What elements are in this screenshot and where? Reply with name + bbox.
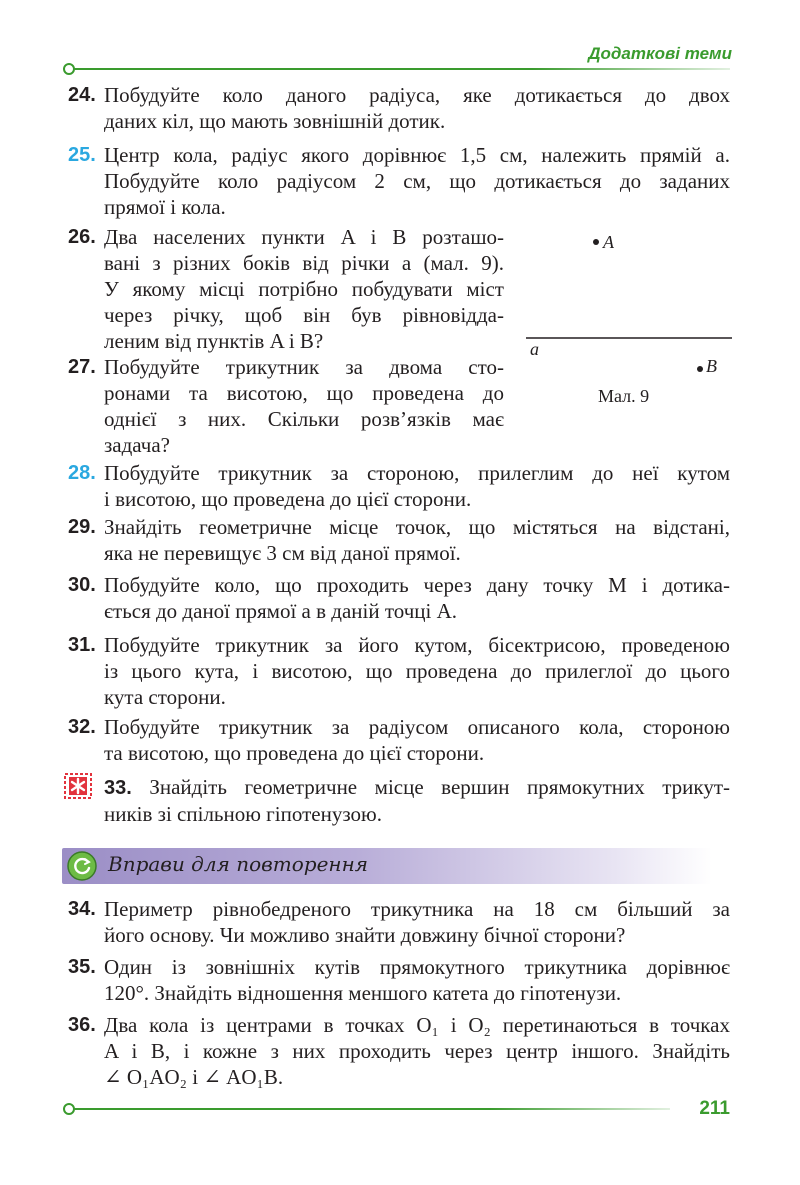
top-rule-dot — [63, 63, 75, 75]
figure-caption: Мал. 9 — [598, 386, 650, 406]
problem-line: A і B, і кожне з них проходить через центр іншого. Знайдіть — [104, 1039, 730, 1063]
problem-line: задача? — [104, 433, 170, 457]
problem-31 — [68, 632, 730, 710]
problem-line: вані з різних боків від річки a (мал. 9). — [104, 251, 504, 275]
problem-line: яка не перевищує 3 см від даної прямої. — [104, 541, 461, 565]
asterisk-box-icon — [64, 773, 92, 799]
problem-35 — [68, 954, 730, 1006]
problem-number: 29. — [68, 516, 96, 538]
problem-line: леним від пунктів A і B? — [104, 329, 324, 353]
problem-line: Два кола із центрами в точках O₁ і O₂ перетинаються в точках — [104, 1013, 730, 1037]
problem-32 — [68, 714, 730, 766]
problem-line: і висотою, що проведена до цієї сторони. — [104, 487, 472, 511]
problem-line — [104, 774, 730, 801]
problem-number: 35. — [68, 956, 96, 978]
problem-line: його основу. Чи можливо знайти довжину бічної сторони? — [104, 923, 626, 947]
problem-line: Периметр рівнобедреного трикутника на 18 см більший за — [104, 897, 730, 921]
problem-number: 32. — [68, 716, 96, 738]
problem-number: 36. — [68, 1014, 96, 1036]
page-number: 211 — [699, 1098, 730, 1119]
problem-34 — [68, 896, 730, 948]
problem-line: Побудуйте трикутник за радіусом описаного кола, стороною — [104, 715, 730, 739]
problem-line: однієї з них. Скільки розв’язків має — [104, 407, 504, 431]
problem-30 — [68, 572, 730, 624]
problem-26 — [68, 224, 504, 354]
problem-33 — [104, 774, 730, 827]
figure-9 — [520, 220, 740, 420]
river-label: a — [530, 339, 539, 359]
problem-line: Побудуйте трикутник за двома сто- — [104, 355, 504, 379]
problem-28 — [68, 460, 730, 512]
problem-line: прямої і кола. — [104, 195, 226, 219]
problem-line: Один із зовнішніх кутів прямокутного трикутника дорівнює — [104, 955, 730, 979]
problem-line: Побудуйте трикутник за його кутом, бісектрисою, проведеною — [104, 633, 730, 657]
problem-line: Знайдіть геометричне місце точок, що містяться на відстані, — [104, 515, 730, 539]
problem-line: Два населених пункти A і B розташо- — [104, 225, 504, 249]
point-b-dot — [697, 366, 703, 372]
problem-line: ється до даної прямої a в даній точці A. — [104, 599, 457, 623]
problem-line: У якому місці потрібно побудувати міст — [104, 277, 504, 301]
problem-line: ників зі спільною гіпотенузою. — [104, 802, 382, 826]
problem-29 — [68, 514, 730, 566]
problem-number: 26. — [68, 226, 96, 248]
problem-number: 30. — [68, 574, 96, 596]
problem-number: 33. — [104, 777, 132, 799]
problem-number: 25. — [68, 144, 96, 166]
problem-24 — [68, 82, 730, 134]
figure-9-svg — [520, 220, 740, 420]
point-b-label: B — [706, 356, 717, 376]
problem-line: ронами та висотою, що проведена до — [104, 381, 504, 405]
top-rule — [70, 68, 730, 70]
problem-number: 34. — [68, 898, 96, 920]
problem-line-text: Знайдіть геометричне місце вершин прямокутних трикут- — [149, 775, 730, 799]
problem-27 — [68, 354, 504, 458]
problem-line: даних кіл, що мають зовнішній дотик. — [104, 109, 446, 133]
problem-line: та висотою, що проведена до цієї сторони. — [104, 741, 485, 765]
review-section-title: Вправи для повторення — [108, 852, 368, 876]
problem-line: Центр кола, радіус якого дорівнює 1,5 см, належить прямій a. — [104, 143, 730, 167]
problem-line: Побудуйте коло, що проходить через дану точку M і дотика- — [104, 573, 730, 597]
problem-line: Побудуйте трикутник за стороною, прилеглим до неї кутом — [104, 461, 730, 485]
problem-36 — [68, 1012, 730, 1090]
problem-line: Побудуйте коло даного радіуса, яке дотикається до двох — [104, 83, 730, 107]
problem-line: із цього кута, і висотою, що проведена до прилеглої до цього — [104, 659, 730, 683]
point-a-dot — [593, 239, 599, 245]
problem-line: кута сторони. — [104, 685, 226, 709]
bottom-rule — [70, 1108, 670, 1110]
problem-number: 31. — [68, 634, 96, 656]
problem-number: 24. — [68, 84, 96, 106]
problem-25 — [68, 142, 730, 220]
section-title: Додаткові теми — [588, 44, 732, 63]
point-a-label: A — [603, 232, 614, 252]
problem-line: Побудуйте коло радіусом 2 см, що дотикається до заданих — [104, 169, 730, 193]
bottom-rule-dot — [63, 1103, 75, 1115]
problem-line: через річку, щоб він був рівновідда- — [104, 303, 504, 327]
problem-line: ∠ O₁AO₂ і ∠ AO₁B. — [104, 1065, 284, 1089]
problem-line: 120°. Знайдіть відношення меншого катета до гіпотенузи. — [104, 981, 622, 1005]
refresh-circle-icon — [67, 851, 97, 881]
problem-number: 28. — [68, 462, 96, 484]
problem-number: 27. — [68, 356, 96, 378]
